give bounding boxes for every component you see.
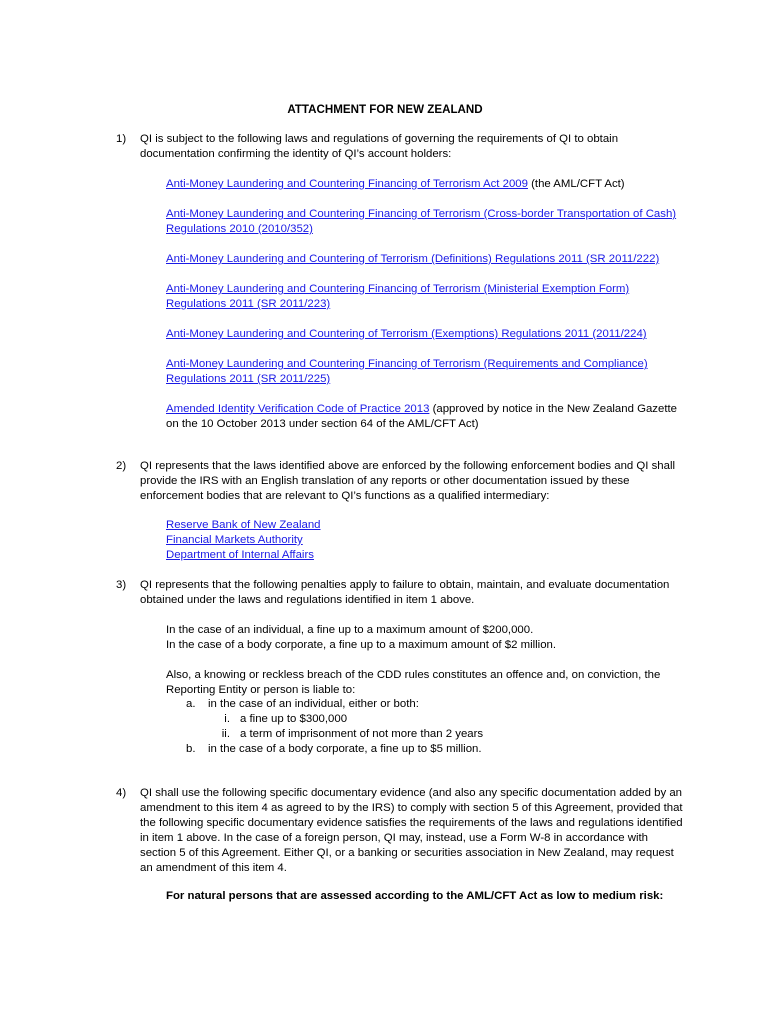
law-link[interactable]: Anti-Money Laundering and Countering Financing of Terrorism (Cross-border Transportation of Cash) Regulations 2010 (2010/352): [166, 208, 677, 235]
enforcement-body-link[interactable]: Department of Internal Affairs: [166, 549, 314, 561]
law-entry: [166, 252, 686, 267]
item-1: [116, 132, 686, 162]
item-3: [116, 578, 686, 608]
list-item-a: [186, 697, 686, 712]
list-label: ii.: [221, 728, 230, 740]
item-2: [116, 459, 686, 504]
penalties: [166, 623, 686, 698]
list-text: a term of imprisonment of not more than 2 years: [240, 728, 484, 740]
law-entry: [166, 357, 686, 387]
cdd-list: [166, 697, 686, 757]
law-link[interactable]: Anti-Money Laundering and Countering of Terrorism (Exemptions) Regulations 2011 (2011/224): [166, 328, 647, 340]
list-item-i: [208, 712, 686, 727]
enforcement-bodies: [166, 518, 566, 563]
item-number: 2): [116, 460, 127, 472]
law-link[interactable]: Anti-Money Laundering and Countering Financing of Terrorism (Ministerial Exemption Form) Regulations 2011 (SR 2011/223): [166, 283, 630, 310]
item-number: 3): [116, 579, 127, 591]
item-1-intro: QI is subject to the following laws and regulations of governing the requirements of QI to obtain documentation confirming the identity of QI’s account holders:: [140, 133, 619, 160]
cdd-intro: Also, a knowing or reckless breach of the CDD rules constitutes an offence and, on conviction, the Reporting Entity or person is liable to:: [166, 669, 661, 696]
list-label: i.: [224, 713, 230, 725]
law-link[interactable]: Amended Identity Verification Code of Practice 2013: [166, 403, 430, 415]
list-label: a.: [186, 698, 196, 710]
list-item-b: [186, 742, 686, 757]
enforcement-body-link[interactable]: Reserve Bank of New Zealand: [166, 519, 321, 531]
item-number: 4): [116, 787, 127, 799]
section-heading: For natural persons that are assessed according to the AML/CFT Act as low to medium risk:: [166, 890, 664, 902]
penalty-corporate: In the case of a body corporate, a fine up to a maximum amount of $2 million.: [166, 639, 557, 651]
law-entry: [166, 402, 686, 432]
enforcement-body-link[interactable]: Financial Markets Authority: [166, 534, 303, 546]
list-text: a fine up to $300,000: [240, 713, 348, 725]
law-link[interactable]: Anti-Money Laundering and Countering Financing of Terrorism (Requirements and Compliance) Regulations 2011 (SR 2011/225): [166, 358, 648, 385]
law-link[interactable]: Anti-Money Laundering and Countering Financing of Terrorism Act 2009: [166, 178, 528, 190]
law-entry: [166, 327, 686, 342]
item-4-intro: QI shall use the following specific documentary evidence (and also any specific documentation added by an amendment to this item 4 as agreed to by the IRS) to comply with section 5 of this Agreement, provided that the following specific documentary evidence satisfies the requirements of the laws and regulations identified in item 1 above. In the case of a foreign person, QI may, instead, use a Form W-8 in accordance with section 5 of this Agreement. Either QI, or a banking or securities association in New Zealand, may request an amendment of this item 4.: [140, 787, 683, 874]
law-suffix: (approved by notice in the New Zealand Gazette on the 10 October 2013 under section 64 of the AML/CFT Act): [166, 403, 677, 430]
item-3-intro: QI represents that the following penalties apply to failure to obtain, maintain, and evaluate documentation obtained under the laws and regulations identified in item 1 above.: [140, 579, 670, 606]
item-2-intro: QI represents that the laws identified above are enforced by the following enforcement bodies and QI shall provide the IRS with an English translation of any reports or other documentation issued by these enforcement bodies that are relevant to QI’s functions as a qualified intermediary:: [140, 460, 676, 502]
list-text: in the case of an individual, either or both:: [208, 698, 419, 710]
item-number: 1): [116, 133, 127, 145]
list-text: in the case of a body corporate, a fine up to $5 million.: [208, 743, 482, 755]
list-label: b.: [186, 743, 196, 755]
law-entry: [166, 177, 686, 192]
page-title: ATTACHMENT FOR NEW ZEALAND: [287, 103, 483, 116]
law-entry: [166, 282, 686, 312]
list-item-ii: [208, 727, 686, 742]
penalty-individual: In the case of an individual, a fine up to a maximum amount of $200,000.: [166, 624, 534, 636]
law-suffix: (the AML/CFT Act): [527, 178, 625, 190]
item-4: [116, 786, 686, 876]
law-link[interactable]: Anti-Money Laundering and Countering of Terrorism (Definitions) Regulations 2011 (SR 2011/222): [166, 253, 660, 265]
law-entry: [166, 207, 686, 237]
law-list: [166, 177, 686, 432]
